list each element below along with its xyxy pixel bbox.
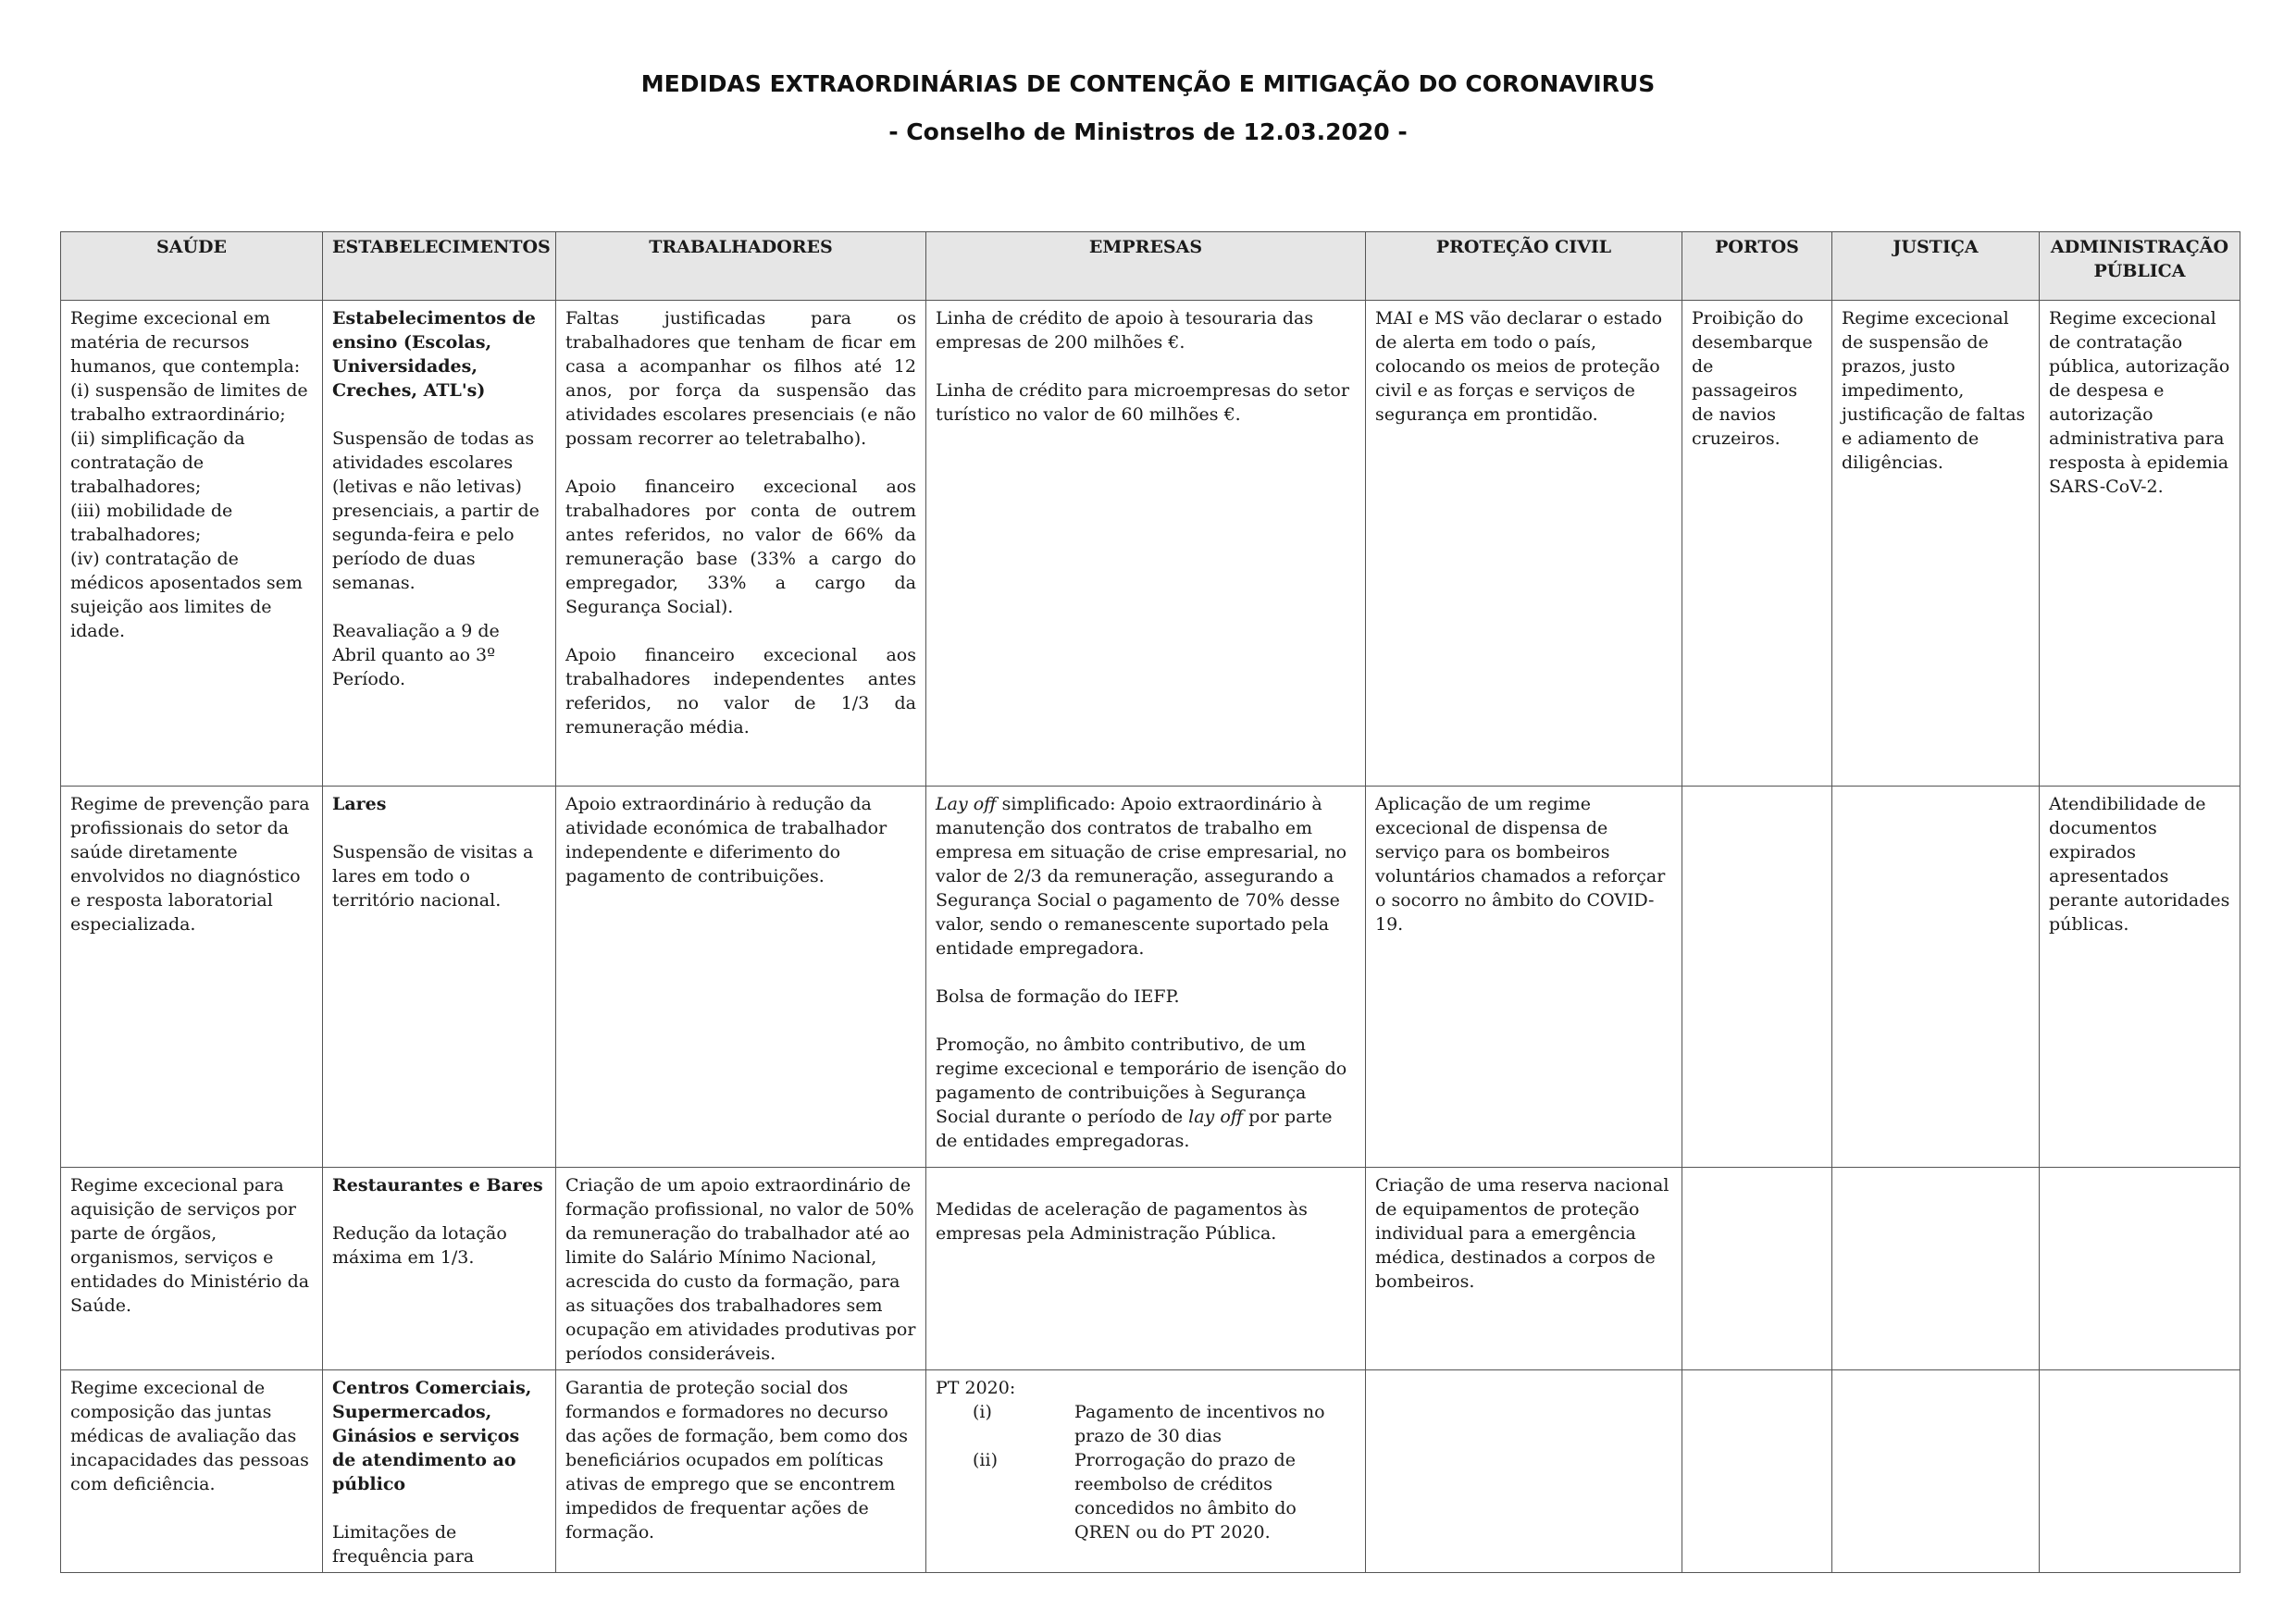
promo-text: por parte de entidades empregadoras. — [936, 1107, 1333, 1151]
cell-saude — [61, 1168, 323, 1370]
list-item: (ii) simplificação da contratação de trabalhadores; — [70, 428, 245, 497]
cell-portos — [1682, 1370, 1832, 1573]
cell-protecao-civil — [1366, 1370, 1682, 1573]
cell-text: Reavaliação a 9 de Abril quanto ao 3º Período. — [332, 621, 500, 689]
cell-protecao-civil — [1366, 1168, 1682, 1370]
header-justica: JUSTIÇA — [1832, 232, 2040, 301]
cell-trabalhadores — [556, 301, 926, 787]
table-row — [61, 301, 2240, 787]
list-item: (iii) mobilidade de trabalhadores; — [70, 501, 233, 545]
cell-text — [936, 1033, 1356, 1153]
list-item-key: (ii) — [973, 1450, 998, 1470]
cell-text: Regime excecional de suspensão de prazos, justo impedimento, justificação de faltas e adiamento de diligências. — [1842, 308, 2026, 473]
table-row — [61, 787, 2240, 1168]
cell-text: Apoio financeiro excecional aos trabalhadores independentes antes referidos, no valor de 1/3 da remuneração média. — [565, 645, 916, 737]
header-empresas: EMPRESAS — [926, 232, 1366, 301]
cell-text: Medidas de aceleração de pagamentos às empresas pela Administração Pública. — [936, 1199, 1308, 1244]
cell-heading: Restaurantes e Bares — [332, 1175, 543, 1196]
cell-text: Apoio financeiro excecional aos trabalhadores por conta de outrem antes referidos, no valor de 66% da remuneração base (33% a cargo do empregador, 33% a cargo da Segurança Social). — [565, 477, 916, 617]
cell-saude — [61, 787, 323, 1168]
cell-trabalhadores — [556, 787, 926, 1168]
header-trabalhadores: TRABALHADORES — [556, 232, 926, 301]
cell-heading: Centros Comerciais, Supermercados, Ginásios e serviços de atendimento ao público — [332, 1378, 532, 1494]
cell-administracao-publica — [2040, 1168, 2240, 1370]
cell-saude — [61, 301, 323, 787]
cell-trabalhadores — [556, 1168, 926, 1370]
cell-text: Regime excecional de composição das juntas médicas de avaliação das incapacidades das pessoas com deficiência. — [70, 1378, 309, 1494]
cell-estabelecimentos — [323, 1370, 556, 1573]
cell-justica — [1832, 1370, 2040, 1573]
cell-text: Regime excecional para aquisição de serviços por parte de órgãos, organismos, serviços e entidades do Ministério da Saúde. — [70, 1175, 310, 1316]
header-portos: PORTOS — [1682, 232, 1832, 301]
cell-text: Aplicação de um regime excecional de dispensa de serviço para os bombeiros voluntários chamados a reforçar o socorro no âmbito do COVID-19. — [1375, 794, 1666, 935]
measures-table — [60, 231, 2240, 1573]
cell-empresas — [926, 787, 1366, 1168]
cell-text: Suspensão de todas as atividades escolares (letivas e não letivas) presenciais, a partir de segunda-feira e pelo período de duas semanas. — [332, 428, 540, 593]
cell-estabelecimentos — [323, 301, 556, 787]
list-item: (i) suspensão de limites de trabalho extraordinário; — [70, 380, 308, 425]
cell-administracao-publica — [2040, 787, 2240, 1168]
header-row — [61, 232, 2240, 301]
cell-empresas — [926, 1370, 1366, 1573]
table-row — [61, 1370, 2240, 1573]
layoff-term: lay off — [1188, 1107, 1244, 1127]
cell-text: PT 2020: — [936, 1378, 1016, 1398]
list-item — [936, 1448, 1356, 1544]
cell-text: Atendibilidade de documentos expirados apresentados perante autoridades públicas. — [2049, 794, 2230, 935]
cell-text: Limitações de frequência para — [332, 1522, 475, 1567]
list-item — [936, 1400, 1356, 1448]
cell-text: Regime excecional em matéria de recursos humanos, que contempla: — [70, 308, 301, 377]
list-item-key: (i) — [973, 1402, 992, 1422]
cell-administracao-publica — [2040, 301, 2240, 787]
layoff-text: simplificado: Apoio extraordinário à manutenção dos contratos de trabalho em empresa em situação de crise empresarial, no valor de 2/3 da remuneração, assegurando a Segurança Social o pagamento de 70% desse valor, sendo o remanescente suportado pela entidade empregadora. — [936, 794, 1347, 959]
cell-heading: Lares — [332, 794, 387, 814]
list-item-text: Prorrogação do prazo de reembolso de créditos concedidos no âmbito do QREN ou do PT 2020. — [1074, 1450, 1297, 1542]
cell-portos — [1682, 301, 1832, 787]
header-saude: SAÚDE — [61, 232, 323, 301]
cell-text: MAI e MS vão declarar o estado de alerta em todo o país, colocando os meios de proteção civil e as forças e serviços de segurança em prontidão. — [1375, 308, 1663, 425]
cell-estabelecimentos — [323, 1168, 556, 1370]
cell-text: Apoio extraordinário à redução da atividade económica de trabalhador independente e diferimento do pagamento de contribuições. — [565, 794, 887, 886]
cell-text: Suspensão de visitas a lares em todo o território nacional. — [332, 842, 534, 911]
cell-justica — [1832, 301, 2040, 787]
cell-text: Criação de um apoio extraordinário de formação profissional, no valor de 50% da remuneração do trabalhador até ao limite do Salário Mínimo Nacional, acrescida do custo da formação, para as situações dos trabalhadores sem ocupação em atividades produtivas por períodos consideráveis. — [565, 1175, 916, 1364]
cell-portos — [1682, 1168, 1832, 1370]
document-subtitle: - Conselho de Ministros de 12.03.2020 - — [888, 118, 1408, 145]
cell-portos — [1682, 787, 1832, 1168]
cell-empresas — [926, 301, 1366, 787]
cell-text: Criação de uma reserva nacional de equipamentos de proteção individual para a emergência médica, destinados a corpos de bombeiros. — [1375, 1175, 1669, 1292]
cell-text: Faltas justificadas para os trabalhadores que tenham de ficar em casa a acompanhar os filhos até 12 anos, por força da suspensão das atividades escolares presenciais (e não possam recorrer ao teletrabalho). — [565, 308, 916, 449]
cell-text: Linha de crédito para microempresas do setor turístico no valor de 60 milhões €. — [936, 380, 1349, 425]
cell-text: Proibição do desembarque de passageiros de navios cruzeiros. — [1692, 308, 1813, 449]
cell-text — [936, 792, 1356, 960]
cell-text: Regime de prevenção para profissionais do setor da saúde diretamente envolvidos no diagnóstico e resposta laboratorial especializada. — [70, 794, 310, 935]
cell-text: Linha de crédito de apoio à tesouraria das empresas de 200 milhões €. — [936, 308, 1314, 353]
cell-text: Regime excecional de contratação pública, autorização de despesa e autorização administrativa para resposta à epidemia SARS-CoV-2. — [2049, 308, 2230, 497]
cell-estabelecimentos — [323, 787, 556, 1168]
cell-text: Garantia de proteção social dos formandos e formadores no decurso das ações de formação, bem como dos beneficiários ocupados em políticas ativas de emprego que se encontrem impedidos de frequentar ações de formação. — [565, 1378, 908, 1542]
cell-justica — [1832, 1168, 2040, 1370]
cell-protecao-civil — [1366, 787, 1682, 1168]
cell-saude — [61, 1370, 323, 1573]
cell-justica — [1832, 787, 2040, 1168]
header-estabelecimentos: ESTABELECIMENTOS — [323, 232, 556, 301]
header-protecao-civil: PROTEÇÃO CIVIL — [1366, 232, 1682, 301]
cell-text: Redução da lotação máxima em 1/3. — [332, 1223, 507, 1268]
cell-heading: Estabelecimentos de ensino (Escolas, Universidades, Creches, ATL's) — [332, 308, 536, 401]
cell-text: Bolsa de formação do IEFP. — [936, 986, 1180, 1007]
header-administracao-publica: ADMINISTRAÇÃO PÚBLICA — [2040, 232, 2240, 301]
table-row — [61, 1168, 2240, 1370]
promo-text: Promoção, no âmbito contributivo, de um regime excecional e temporário de isenção do pagamento de contribuições à Segurança Social durante o período de — [936, 1035, 1347, 1127]
cell-empresas — [926, 1168, 1366, 1370]
cell-trabalhadores — [556, 1370, 926, 1573]
list-item-text: Pagamento de incentivos no prazo de 30 dias — [1074, 1402, 1325, 1446]
document-title: MEDIDAS EXTRAORDINÁRIAS DE CONTENÇÃO E MITIGAÇÃO DO CORONAVIRUS — [640, 70, 1656, 97]
layoff-term: Lay off — [936, 794, 997, 814]
cell-protecao-civil — [1366, 301, 1682, 787]
list-item: (iv) contratação de médicos aposentados sem sujeição aos limites de idade. — [70, 549, 303, 641]
cell-administracao-publica — [2040, 1370, 2240, 1573]
